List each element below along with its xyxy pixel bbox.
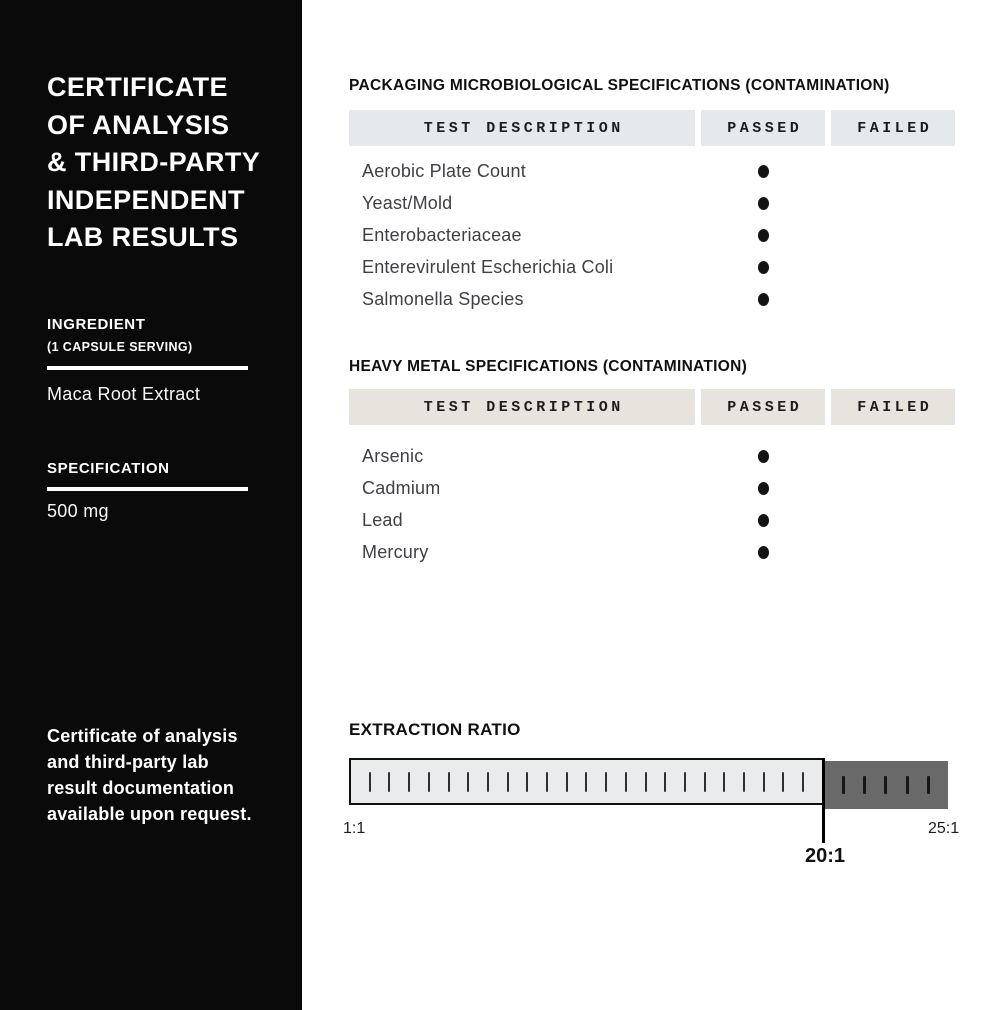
test-description-cell: Salmonella Species [362, 288, 524, 309]
section-title-heavy-metal: HEAVY METAL SPECIFICATIONS (CONTAMINATION) [349, 358, 748, 375]
scale-tick [763, 772, 765, 792]
failed-cell [831, 504, 955, 536]
ingredient-sublabel: (1 CAPSULE SERVING) [47, 340, 193, 354]
table-row [349, 536, 955, 568]
table-body-microbiological [349, 155, 955, 315]
column-header-passed: PASSED [701, 110, 825, 146]
scale-tick [546, 772, 548, 792]
scale-tick [906, 776, 909, 794]
table-row [349, 440, 955, 472]
passed-cell [701, 283, 825, 315]
scale-marker-label: 20:1 [804, 845, 846, 867]
table-row [349, 472, 955, 504]
scale-tick [664, 772, 666, 792]
ingredient-divider [47, 366, 248, 370]
footnote-line: available upon request. [47, 804, 252, 824]
test-description-cell: Arsenic [362, 445, 424, 466]
scale-tick [802, 772, 804, 792]
column-header-test-description: TEST DESCRIPTION [349, 110, 695, 146]
scale-tick [369, 772, 371, 792]
scale-tick [428, 772, 430, 792]
scale-max-label: 25:1 [928, 820, 960, 837]
passed-cell [701, 440, 825, 472]
test-description-cell: Enterobacteriaceae [362, 224, 522, 245]
passed-cell [701, 219, 825, 251]
failed-cell [831, 251, 955, 283]
passed-cell [701, 472, 825, 504]
specification-divider [47, 487, 248, 491]
sidebar [0, 0, 302, 1010]
table-row [349, 251, 955, 283]
page-title-line: & THIRD-PARTY [47, 147, 261, 177]
column-header-failed: FAILED [831, 110, 955, 146]
test-description-cell: Yeast/Mold [362, 192, 453, 213]
scale-tick [704, 772, 706, 792]
failed-cell [831, 155, 955, 187]
test-description-cell: Cadmium [362, 477, 441, 498]
scale-tick [566, 772, 568, 792]
scale-tick [625, 772, 627, 792]
scale-tick [507, 772, 509, 792]
column-header-passed: PASSED [701, 389, 825, 425]
scale-tick [645, 772, 647, 792]
table-body-heavy-metal [349, 440, 955, 568]
page-title-line: INDEPENDENT [47, 184, 245, 215]
scale-tick [487, 772, 489, 792]
ingredient-label: INGREDIENT [47, 316, 146, 333]
scale-tick [605, 772, 607, 792]
extraction-ratio-scale [349, 758, 948, 848]
scale-filled-segment [349, 758, 824, 805]
scale-tick [684, 772, 686, 792]
footnote-line: Certificate of analysis [47, 726, 238, 746]
test-description-cell: Lead [362, 509, 403, 530]
passed-dot [758, 450, 769, 463]
failed-cell [831, 283, 955, 315]
ingredient-value: Maca Root Extract [47, 384, 201, 404]
scale-tick [448, 772, 450, 792]
table-header-heavy-metal [349, 389, 955, 425]
scale-tick [723, 772, 725, 792]
scale-tick [927, 776, 930, 794]
column-header-failed: FAILED [831, 389, 955, 425]
failed-cell [831, 187, 955, 219]
section-title-extraction-ratio: EXTRACTION RATIO [349, 720, 521, 739]
passed-dot [758, 546, 769, 559]
failed-cell [831, 440, 955, 472]
footnote [47, 723, 252, 827]
column-header-test-description: TEST DESCRIPTION [349, 389, 695, 425]
table-header-microbiological [349, 110, 955, 146]
scale-min-label: 1:1 [343, 820, 366, 837]
passed-dot [758, 514, 769, 527]
passed-dot [758, 482, 769, 495]
scale-tick [408, 772, 410, 792]
page-title [47, 69, 260, 257]
passed-cell [701, 155, 825, 187]
scale-tick [863, 776, 866, 794]
section-title-microbiological: PACKAGING MICROBIOLOGICAL SPECIFICATIONS (CONTAMINATION) [349, 77, 890, 94]
failed-cell [831, 536, 955, 568]
specification-value: 500 mg [47, 501, 109, 521]
scale-tick [782, 772, 784, 792]
table-row [349, 187, 955, 219]
failed-cell [831, 472, 955, 504]
footnote-line: result documentation [47, 778, 235, 798]
scale-tick [743, 772, 745, 792]
table-row [349, 219, 955, 251]
test-description-cell: Enterevirulent Escherichia Coli [362, 256, 614, 277]
scale-tick [585, 772, 587, 792]
scale-tick [388, 772, 390, 792]
specification-label: SPECIFICATION [47, 460, 170, 477]
passed-cell [701, 536, 825, 568]
page-title-line: LAB RESULTS [47, 222, 239, 252]
scale-marker-line [822, 758, 825, 843]
table-row [349, 504, 955, 536]
scale-tick [526, 772, 528, 792]
test-description-cell: Mercury [362, 541, 429, 562]
table-row [349, 155, 955, 187]
passed-cell [701, 187, 825, 219]
scale-tick [884, 776, 887, 794]
table-row [349, 283, 955, 315]
scale-tick [842, 776, 845, 794]
page-title-line: CERTIFICATE [47, 72, 228, 102]
passed-dot [758, 165, 769, 178]
page-title-line: OF ANALYSIS [47, 109, 230, 140]
failed-cell [831, 219, 955, 251]
scale-tick [467, 772, 469, 792]
scale-remainder-segment [824, 761, 948, 809]
passed-dot [758, 261, 769, 274]
passed-dot [758, 197, 769, 210]
footnote-line: and third-party lab [47, 752, 209, 772]
passed-cell [701, 251, 825, 283]
test-description-cell: Aerobic Plate Count [362, 160, 526, 181]
passed-dot [758, 229, 769, 242]
passed-dot [758, 293, 769, 306]
passed-cell [701, 504, 825, 536]
